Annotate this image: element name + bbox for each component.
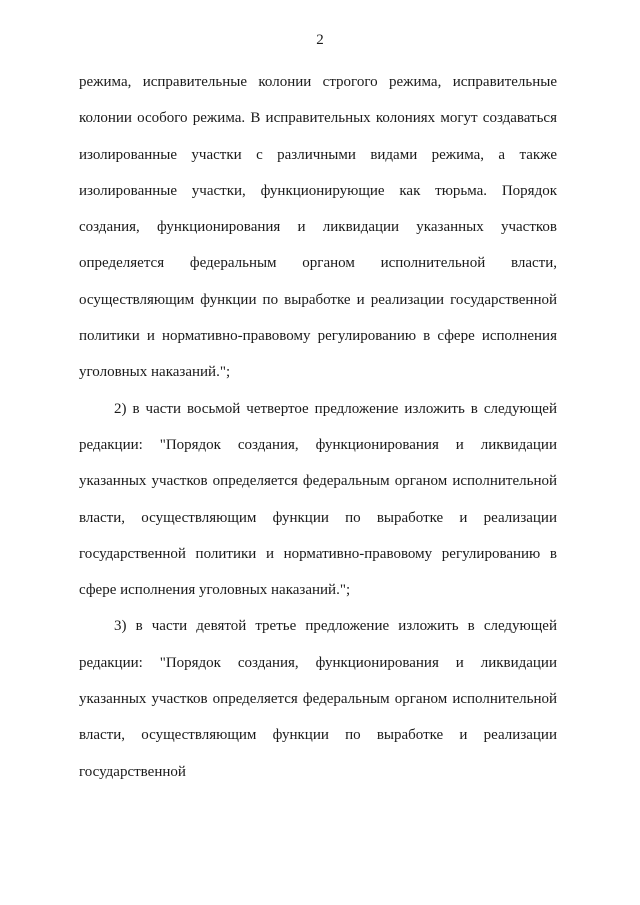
paragraph-item-3: 3) в части девятой третье предложение изложить в следующей редакции: "Порядок создания, функционирования и ликвидации указанных участков определяется федеральным органом исполнительной власти, осуществляющим функции по выработке и реализации государственной [79,618,557,780]
paragraph-continuation: режима, исправительные колонии строгого режима, исправительные колонии особого режима. В исправительных колониях могут создаваться изолированные участки с различными видами режима, а также изолированные участки, функционирующие как тюрьма. Порядок создания, функционирования и ликвидации указанных участков определяется федеральным органом исполнительной власти, осуществляющим функции по выработке и реализации государственной политики и нормативно-правовому регулированию в сфере исполнения уголовных наказаний."; [79,74,557,381]
document-body [79,64,557,790]
page-number: 2 [316,32,324,48]
paragraph-item-2: 2) в части восьмой четвертое предложение изложить в следующей редакции: "Порядок создания, функционирования и ликвидации указанных участков определяется федеральным органом исполнительной власти, осуществляющим функции по выработке и реализации государственной политики и нормативно-правовому регулированию в сфере исполнения уголовных наказаний."; [79,400,557,599]
